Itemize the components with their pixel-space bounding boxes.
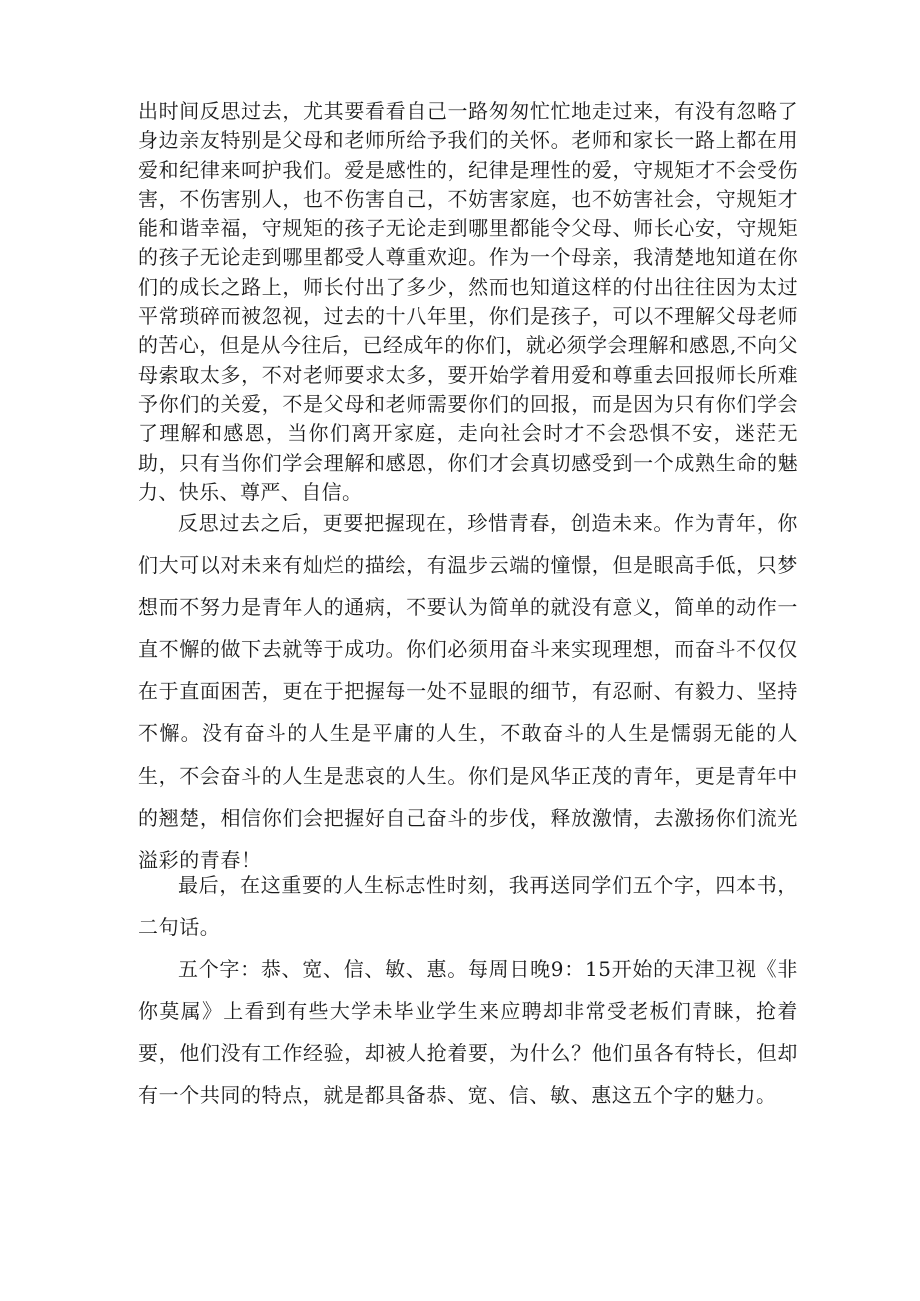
paragraph-five-characters: 五个字：恭、宽、信、敏、惠。每周日晚9：15开始的天津卫视《非你莫属》上看到有些大学未毕业学生来应聘却非常受老板们青睐，抢着要，他们没有工作经验，却被人抢着要，为什么？他们虽各有特长，但却有一个共同的特点，就是都具备恭、宽、信、敏、惠这五个字的魅力。 (138, 957, 798, 1108)
paragraph-final-gift: 最后，在这重要的人生标志性时刻，我再送同学们五个字，四本书，二句话。 (138, 873, 798, 940)
paragraph-reflection: 出时间反思过去，尤其要看看自己一路匆匆忙忙地走过来，有没有忽略了身边亲友特别是父母和老师所给予我们的关怀。老师和家长一路上都在用爱和纪律来呵护我们。爱是感性的，纪律是理性的爱，守规矩才不会受伤害，不伤害别人，也不伤害自己，不妨害家庭，也不妨害社会，守规矩才能和谐幸福，守规矩的孩子无论走到哪里都能令父母、师长心安，守规矩的孩子无论走到哪里都受人尊重欢迎。作为一个母亲，我清楚地知道在你们的成长之路上，师长付出了多少，然而也知道这样的付出往往因为太过平常琐碎而被忽视，过去的十八年里，你们是孩子，可以不理解父母老师的苦心，但是从今往后，已经成年的你们，就必须学会理解和感恩,不向父母索取太多，不对老师要求太多，要开始学着用爱和尊重去回报师长所难予你们的关爱，不是父母和老师需要你们的回报，而是因为只有你们学会了理解和感恩，当你们离开家庭，走向社会时才不会恐惧不安，迷茫无助，只有当你们学会理解和感恩，你们才会真切感受到一个成熟生命的魅力、快乐、尊严、自信。 (138, 99, 798, 504)
paragraph-seize-youth: 反思过去之后，更要把握现在，珍惜青春，创造未来。作为青年，你们大可以对未来有灿烂的描绘，有温步云端的憧憬，但是眼高手低，只梦想而不努力是青年人的通病，不要认为简单的就没有意义，简单的动作一直不懈的做下去就等于成功。你们必须用奋斗来实现理想，而奋斗不仅仅在于直面困苦，更在于把握每一处不显眼的细节，有忍耐、有毅力、坚持不懈。没有奋斗的人生是平庸的人生，不敢奋斗的人生是懦弱无能的人生，不会奋斗的人生是悲哀的人生。你们是风华正茂的青年，更是青年中的翘楚，相信你们会把握好自己奋斗的步伐，释放激情，去激扬你们流光溢彩的青春！ (138, 511, 798, 872)
